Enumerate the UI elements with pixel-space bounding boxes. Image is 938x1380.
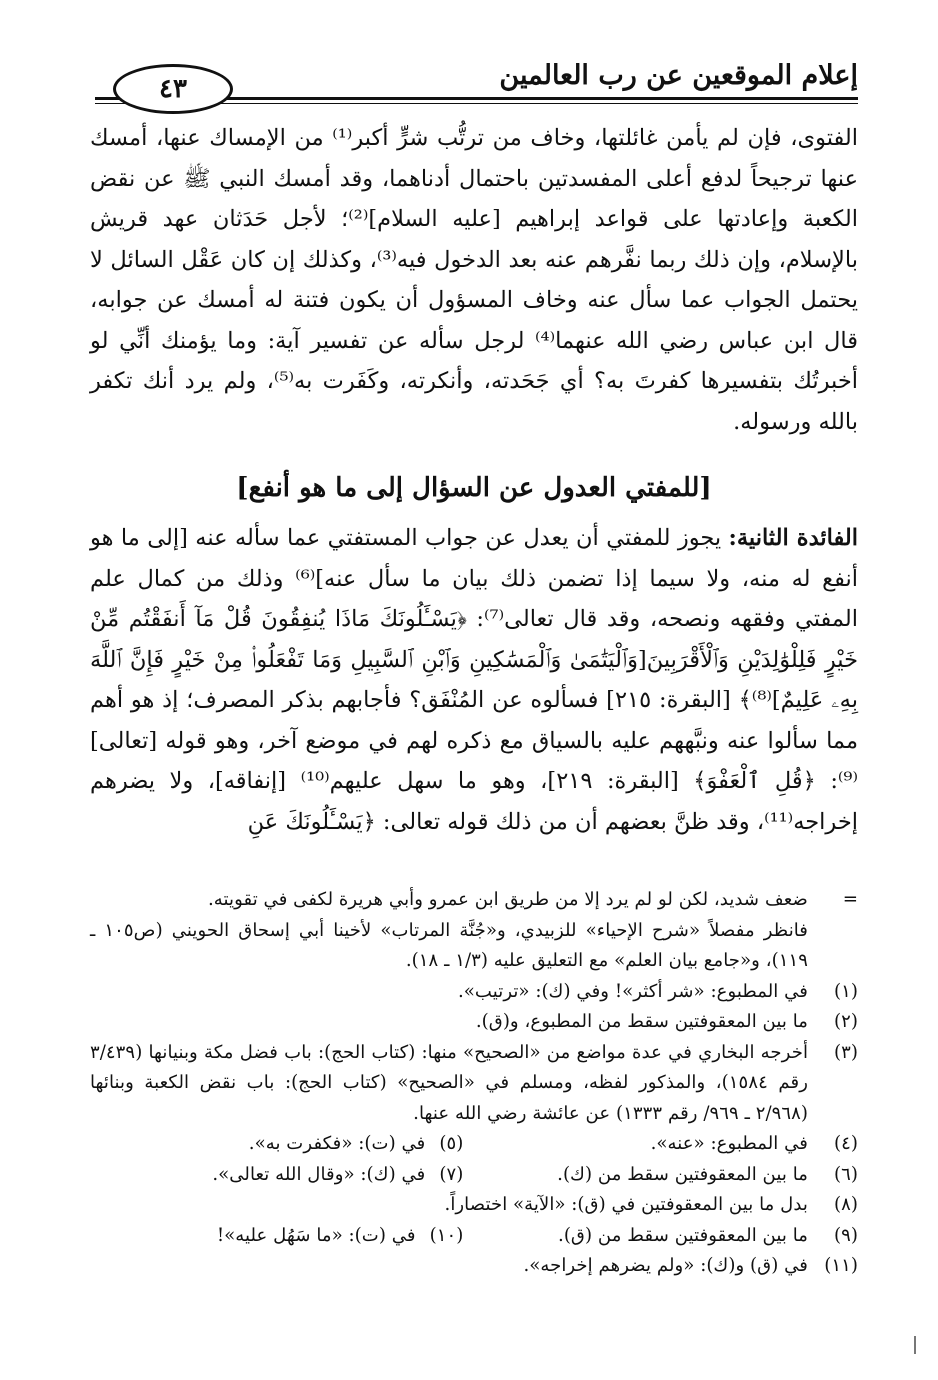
footnote-text: ما بين المعقوفتين سقط من المطبوع، و(ق).	[475, 1011, 808, 1032]
footnote-number: (٣)	[834, 1041, 858, 1063]
footnote-number: (١١)	[824, 1255, 858, 1276]
footnote-4-5	[90, 1129, 858, 1160]
footnote-continuation-2	[90, 916, 858, 977]
paragraph-1: الفتوى، فإن لم يأمن غائلتها، وخاف من ترتُّب شرٍّ أكبر⁽¹⁾ من الإمساك عنها، أمسك عنها ترجيحاً لدفع أعلى المفسدتين باحتمال أدناهما، وقد أمسك النبي ﷺ عن نقض الكعبة وإعادتها على قواعد إبراهيم [عليه السلام]⁽²⁾؛ لأجل حَدَثان عهد قريش بالإسلام، وإن ذلك ربما نفَّرهم عنه بعد الدخول فيه⁽³⁾، وكذلك إن كان عَقْل السائل لا يحتمل الجواب عما سأل عنه وخاف المسؤول أن يكون فتنة له أمسك عن جوابه، قال ابن عباس رضي الله عنهما⁽⁴⁾ لرجل سأله عن تفسير آية: وما يؤمنك أنِّي لو أخبرتُك بتفسيرها كفرتَ به؟ أي جَحَدته، وأنكرته، وكَفَرت به⁽⁵⁾، ولم يرد أنك تكفر بالله ورسوله.	[90, 125, 858, 435]
scan-mark	[914, 1336, 916, 1354]
footnote-text: بدل ما بين المعقوفتين في (ق): «الآية» اختصاراً.	[444, 1194, 808, 1215]
footnote-number: (٧)	[439, 1163, 464, 1185]
footnote-number: (٥)	[439, 1133, 464, 1154]
footnote-number: (٢)	[834, 1011, 858, 1032]
footnote-number: (١٠)	[429, 1224, 464, 1246]
page-number-badge: ٤٣	[113, 64, 233, 114]
footnote-text: ما بين المعقوفتين سقط من (ك).	[557, 1163, 808, 1185]
footnote-text: فانظر مفصلاً «شرح الإحياء» للزبيدي، و«جُنَّة المرتاب» لأخينا أبي إسحاق الحويني (ص١٠٥ ـ ١١٩)، و«جامع بيان العلم» مع التعليق عليه (١/٣ ـ ١٨).	[90, 919, 808, 971]
running-title: إعلام الموقعين عن رب العالمين	[499, 60, 858, 91]
footnote-text: في (ت): «ما سَهُل عليه»!	[216, 1224, 416, 1246]
footnote-text: أخرجه البخاري في عدة مواضع من «الصحيح» منها: (كتاب الحج): باب فضل مكة وبنيانها (٣/٤٣٩ رقم ١٥٨٤)، والمذكور لفظه، ومسلم في «الصحيح» (كتاب الحج): باب نقض الكعبة وبنائها (٢/٩٦٨ ـ ٩٦٩/ رقم ١٣٣٣) عن عائشة رضي الله عنها.	[90, 1041, 808, 1124]
footnote-text: في المطبوع: «عنه».	[650, 1133, 808, 1154]
section-heading: [للمفتي العدول عن السؤال إلى ما هو أنفع]	[236, 473, 712, 503]
footnote-number: (٦)	[834, 1163, 858, 1185]
footnote-3	[90, 1038, 858, 1130]
paragraph-2-text: يجوز للمفتي أن يعدل عن جواب المستفتي عما سأله عنه [إلى ما هو أنفع له منه، ولا سيما إذا تضمن ذلك بيان ما سأل عنه]⁽⁶⁾ وذلك من كمال علم المفتي وفقهه ونصحه، وقد قال تعالى⁽⁷⁾: ﴿يَسْـَٔلُونَكَ مَاذَا يُنفِقُونَ قُلْ مَآ أَنفَقْتُم مِّنْ خَيْرٍ فَلِلْوَٰلِدَيْنِ وَٱلْأَقْرَبِينَ[وَٱلْيَتَٰمَىٰ وَٱلْمَسَٰكِينِ وَٱبْنِ ٱلسَّبِيلِ وَمَا تَفْعَلُوا۟ مِنْ خَيْرٍ فَإِنَّ ٱللَّهَ بِهِۦ عَلِيمٌ]⁽⁸⁾﴾ [البقرة: ٢١٥] فسألوه عن المُنْفَق؟ فأجابهم بذكر المصرف؛ إذ هو أهم مما سألوا عنه ونبَّههم عليه بالسياق مع ذكره لهم في موضع آخر، وهو قوله [تعالى]⁽⁹⁾: ﴿قُلِ ٱلْعَفْوَ﴾ [البقرة: ٢١٩]، وهو ما سهل عليهم⁽¹⁰⁾ [إنفاقه]، ولا يضرهم إخراجه⁽¹¹⁾، وقد ظنَّ بعضهم أن من ذلك قوله تعالى: ﴿يَسْـَٔلُونَكَ عَنِ	[90, 525, 858, 835]
footnote-number: (١)	[834, 980, 858, 1002]
footnote-text: في (ت): «فكفرت به».	[248, 1133, 426, 1154]
footnotes	[90, 885, 858, 1282]
footnote-text: في المطبوع: «شر أكثر»! وفي (ك): «ترتيب».	[458, 980, 808, 1002]
footnote-text: ما بين المعقوفتين سقط من (ق).	[558, 1224, 808, 1246]
footnote-text: في (ك): «وقال الله تعالى».	[212, 1163, 426, 1185]
page-header	[95, 50, 858, 108]
footnote-1	[90, 977, 858, 1008]
footnote-11	[90, 1251, 858, 1282]
footnote-number: (٤)	[834, 1133, 858, 1154]
footnote-number: (٩)	[834, 1224, 858, 1246]
footnote-2	[90, 1007, 858, 1038]
footnote-text: ضعف شديد، لكن لو لم يرد إلا من طريق ابن عمرو وأبي هريرة لكفى في تقويته.	[208, 889, 808, 910]
footnote-9-10	[90, 1221, 858, 1252]
continuation-marker: =	[842, 889, 858, 910]
footnote-number: (٨)	[834, 1194, 858, 1215]
footnote-continuation	[90, 885, 858, 916]
footnote-8	[90, 1190, 858, 1221]
footnote-6-7	[90, 1160, 858, 1191]
main-text	[90, 118, 858, 842]
paragraph-lead: الفائدة الثانية:	[728, 525, 858, 551]
footnote-text: في (ق) و(ك): «ولم يضرهم إخراجه».	[523, 1255, 808, 1276]
paragraph-2	[90, 518, 858, 842]
